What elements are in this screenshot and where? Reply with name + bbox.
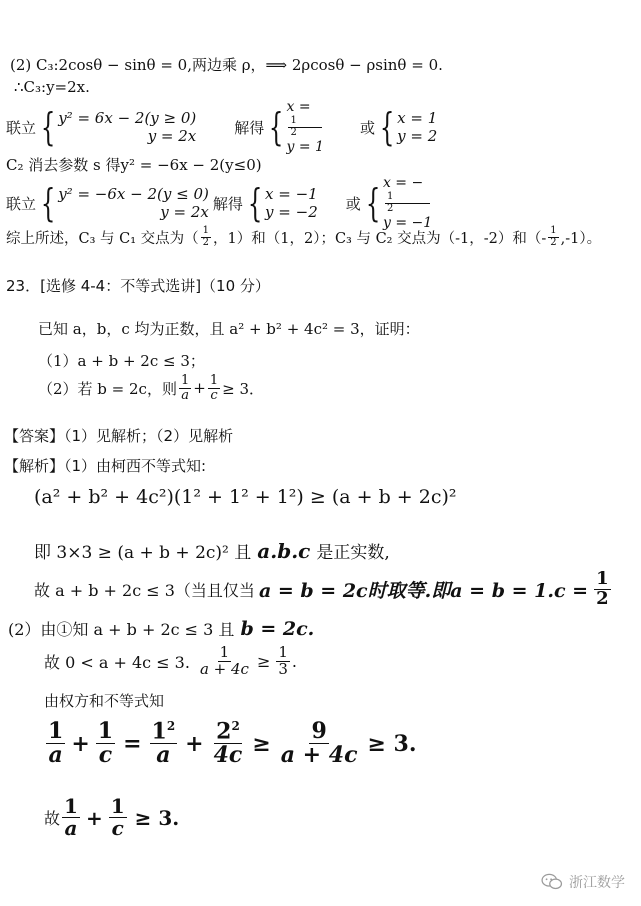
s2-line (8, 617, 314, 640)
sol4-den: 2 (386, 202, 394, 214)
p2-system-2: 联立 { y² = −6x − 2(y ≤ 0) y = 2x 解得 { x = −1 y = −2 或 { x = − 1 2 y = −1 (6, 175, 433, 231)
power-mean-ineq: $\frac{1}{a}$ + $\frac{1}{c}$ = $\frac{1^2}{a}$ + $\frac{2^2}{4c}$ ≥ $\frac{9}{a + 4c}$ ≥ 3. (48, 718, 417, 769)
sol1-y: y = 1 (286, 139, 324, 155)
final-ge: ≥ 3. (134, 805, 180, 830)
jiede-label-2: 解得 (212, 194, 243, 213)
summary-den-2: 2 (550, 236, 557, 248)
s2-text: (2）由①知 a + b + 2c ≤ 3 且 (8, 620, 235, 639)
sol4-y: y = −1 (382, 215, 433, 231)
s2-gu-line: 故 0 < a + 4c ≤ 3. $\frac{1}{a + 4c}$ ≥ $\frac{1}{3}$ . (44, 643, 297, 678)
gu-text: 故 a + b + 2c ≤ 3（当且仅当 (34, 580, 255, 600)
sys2-eq1: y² = −6x − 2(y ≤ 0) (58, 185, 209, 203)
sol3-x: x = −1 (265, 185, 318, 203)
summary-num-2: 1 (550, 225, 557, 236)
sol4-x: x = − (382, 175, 424, 191)
ji-abc: a.b.c (257, 538, 311, 563)
q23-given: 已知 a，b，c 均为正数，且 a² + b² + 4c² = 3，证明： (38, 320, 420, 338)
sol2-y: y = 2 (397, 127, 438, 145)
lianli-label-2: 联立 (6, 194, 37, 213)
sys2-eq2: y = 2x (160, 203, 209, 221)
s2-ge: ≥ (256, 651, 271, 671)
part2-ge: ≥ 3． (222, 379, 264, 398)
summary-part-c: ,-1）。 (560, 230, 602, 247)
ji-text: 即 3×3 ≥ (a + b + 2c)² 且 (34, 543, 252, 563)
summary-part-a: 综上所述，C₃ 与 C₁ 交点为（ (6, 230, 199, 247)
summary-den-1: 2 (202, 236, 210, 248)
ji-line (34, 538, 390, 563)
sol4-num: 1 (385, 192, 430, 204)
p2-system-1: 联立 { y² = 6x − 2(y ≥ 0) y = 2x 解得 { x = 1 2 y = 1 或 { x = 1 y = 2 (6, 99, 438, 155)
q23-part1: （1）a + b + 2c ≤ 3； (38, 352, 205, 370)
watermark-text: 浙江数学 (569, 875, 625, 891)
analysis-line: 【解析】（1）由柯西不等式知: (4, 457, 207, 475)
summary-num-1: 1 (202, 225, 210, 236)
wechat-icon (541, 873, 563, 891)
quanfang-line: 由权方和不等式知 (44, 692, 165, 710)
sys1-eq2: y = 2x (147, 127, 197, 145)
sol1-x: x = (286, 99, 311, 115)
gu-line: 故 a + b + 2c ≤ 3（当且仅当 a = b = 2c时取等.即a = b = 1.c = $\frac{1}{2}$ (34, 568, 609, 609)
wechat-watermark (541, 872, 625, 892)
p2-line1: (2) C₃:2cosθ − sinθ = 0,两边乘 ρ，⟹ 2ρcosθ − ρsinθ = 0. (10, 56, 443, 74)
s2-gu-text: 故 0 < a + 4c ≤ 3. (44, 652, 190, 672)
s2-frac-den: a + 4c (199, 659, 249, 678)
final-line: 故 $\frac{1}{a}$ + $\frac{1}{c}$ ≥ 3. (44, 794, 180, 840)
s2-b-eq: b = 2c. (240, 617, 315, 640)
sol2-x: x = 1 (397, 109, 438, 127)
gu-equality: a = b = 2c时取等.即a = b = 1.c = (258, 579, 589, 602)
summary-part-b: ，1）和（1，2）；C₃ 与 C₂ 交点为（-1，-2）和（- (213, 230, 547, 247)
huo-label-1: 或 (359, 118, 375, 137)
cauchy-inequality: (a² + b² + 4c²)(1² + 1² + 1²) ≥ (a + b + 2c)² (34, 486, 457, 508)
huo-label-2: 或 (345, 194, 361, 213)
p2-c2-line: C₂ 消去参数 s 得y² = −6x − 2(y≤0) (6, 156, 262, 174)
p2-summary (6, 226, 601, 248)
sol1-den: 2 (290, 126, 297, 138)
p2-line2: ∴C₃:y=2x. (14, 78, 90, 96)
sol3-y: y = −2 (265, 203, 318, 221)
sys1-eq1: y² = 6x − 2(y ≥ 0) (58, 109, 197, 127)
q23-part2: （2）若 b = 2c，则 $\frac{1}{a}$ + $\frac{1}{c}$ ≥ 3． (38, 373, 264, 403)
ji-tail: 是正实数, (316, 543, 390, 563)
answer-line: 【答案】（1）见解析；（2）见解析 (4, 427, 234, 445)
lianli-label: 联立 (6, 118, 37, 137)
part2-text: （2）若 b = 2c，则 (38, 379, 177, 398)
final-gu: 故 (44, 809, 61, 828)
q23-title: 23．[选修 4-4：不等式选讲]（10 分） (6, 277, 270, 295)
sol1-num: 1 (288, 116, 321, 128)
jiede-label: 解得 (234, 118, 265, 137)
